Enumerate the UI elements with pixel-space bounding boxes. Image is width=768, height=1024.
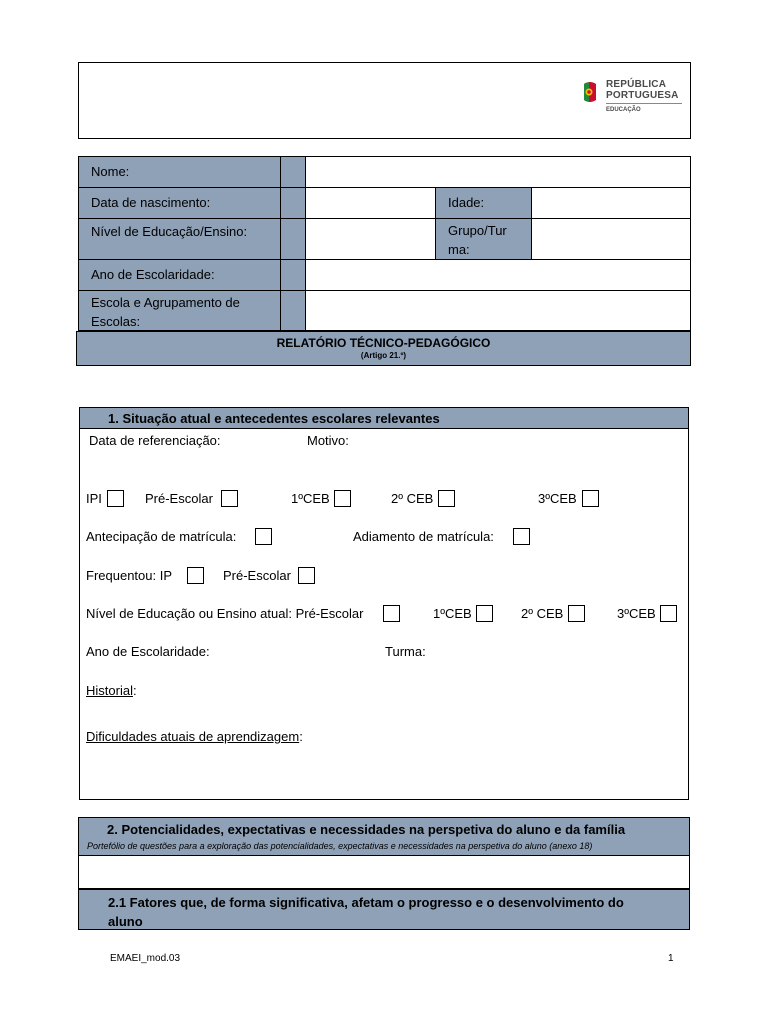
checkbox-pre-escolar[interactable] [221,490,238,507]
republica-portuguesa-logo [582,78,682,118]
label-3ceb: 3ºCEB [538,491,577,506]
label-nivel-atual-pre-escolar: Nível de Educação ou Ensino atual: Pré-Escolar [86,606,364,621]
field-nome[interactable] [305,156,691,188]
label-escola-line1: Escola e Agrupamento de [91,295,240,310]
dificuldades-text: Dificuldades atuais de aprendizagem [86,729,300,744]
label-data-referenciacao: Data de referenciação: [89,433,221,448]
section-2-header [78,817,690,856]
label-grupo-turma [435,218,532,260]
separator-cell [280,218,306,260]
checkbox-frequentou-pre-escolar[interactable] [298,567,315,584]
dificuldades-colon: : [299,729,303,744]
field-grupo-turma[interactable] [531,218,691,260]
checkbox-nivel-atual-2ceb[interactable] [568,605,585,622]
label-historial [86,683,137,699]
label-nivel-atual-2ceb: 2º CEB [521,606,564,621]
section-2-1-header [78,889,690,930]
label-adiamento-matricula: Adiamento de matrícula: [353,529,494,544]
label-frequentou-pre-escolar: Pré-Escolar [223,568,291,583]
checkbox-antecipacao-matricula[interactable] [255,528,272,545]
label-nivel-educacao: Nível de Educação/Ensino: [78,218,281,260]
label-ano-escolaridade-atual: Ano de Escolaridade: [86,644,210,659]
checkbox-frequentou-ip[interactable] [187,567,204,584]
label-antecipacao-matricula: Antecipação de matrícula: [86,529,237,544]
historial-colon: : [132,683,137,698]
logo-text-educacao: EDUCAÇÃO [606,107,641,113]
separator-cell [280,259,306,291]
separator-cell [280,187,306,219]
label-frequentou-ip: Frequentou: IP [86,568,172,583]
section-2-1-title-line2: aluno [108,914,143,929]
label-motivo: Motivo: [307,433,349,448]
section-2-field[interactable] [78,856,690,889]
section-1-title: 1. Situação atual e antecedentes escolares relevantes [79,407,689,429]
checkbox-nivel-atual-1ceb[interactable] [476,605,493,622]
label-data-nascimento: Data de nascimento: [78,187,281,219]
label-ano-escolaridade: Ano de Escolaridade: [78,259,281,291]
checkbox-3ceb[interactable] [582,490,599,507]
footer-form-code: EMAEI_mod.03 [110,953,181,964]
separator-cell [280,290,306,331]
field-nivel-educacao[interactable] [305,218,436,260]
report-title-banner [76,331,691,366]
label-turma: Turma: [385,644,426,659]
report-title: RELATÓRIO TÉCNICO-PEDAGÓGICO [276,336,491,350]
field-data-nascimento[interactable] [305,187,436,219]
label-nivel-atual-3ceb: 3ºCEB [617,606,656,621]
logo-text-portuguesa: PORTUGUESA [606,90,679,101]
field-escola[interactable] [305,290,691,331]
section-2-subtitle: Portefólio de questões para a exploração das potencialidades, expectativas e necessidades na perspetiva do aluno (anexo 18) [87,841,593,851]
checkbox-2ceb[interactable] [438,490,455,507]
label-1ceb: 1ºCEB [291,491,330,506]
label-nome: Nome: [78,156,281,188]
label-idade: Idade: [435,187,532,219]
label-grupo-turma-line2: ma: [448,242,470,257]
logo-text-republica: REPÚBLICA [606,79,667,90]
label-ipi: IPI [86,491,102,506]
report-subtitle: (Artigo 21.º) [360,351,407,360]
label-pre-escolar: Pré-Escolar [145,491,213,506]
checkbox-ipi[interactable] [107,490,124,507]
checkbox-1ceb[interactable] [334,490,351,507]
historial-text: Historial [86,683,133,698]
label-nivel-atual-1ceb: 1ºCEB [433,606,472,621]
label-grupo-turma-line1: Grupo/Tur [448,223,507,238]
portugal-flag-icon [582,80,598,104]
field-ano-escolaridade[interactable] [305,259,691,291]
label-escola-line2: Escolas: [91,314,141,329]
footer-page-number: 1 [668,953,674,964]
checkbox-adiamento-matricula[interactable] [513,528,530,545]
separator-cell [280,156,306,188]
label-dificuldades [86,729,303,745]
label-escola [78,290,281,331]
label-2ceb: 2º CEB [391,491,434,506]
checkbox-nivel-atual-pre-escolar[interactable] [383,605,400,622]
field-idade[interactable] [531,187,691,219]
section-2-1-title-line1: 2.1 Fatores que, de forma significativa, afetam o progresso e o desenvolvimento do [108,895,624,910]
section-2-title: 2. Potencialidades, expectativas e necessidades na perspetiva do aluno e da família [107,822,626,837]
checkbox-nivel-atual-3ceb[interactable] [660,605,677,622]
logo-divider [606,103,682,104]
